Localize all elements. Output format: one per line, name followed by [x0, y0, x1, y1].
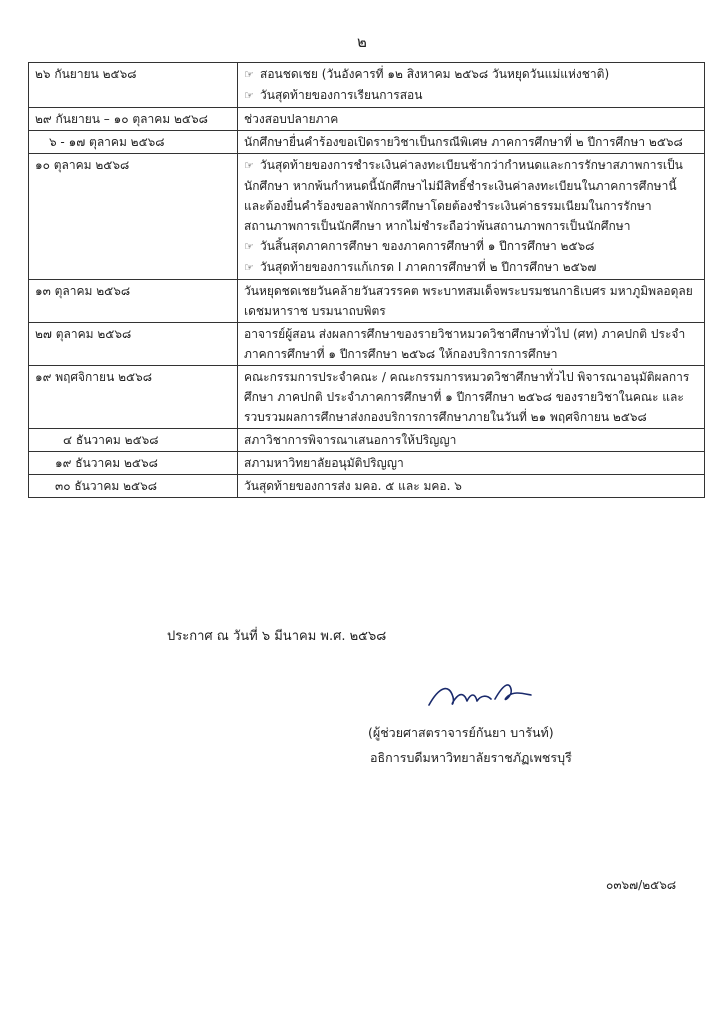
announcement-date: ประกาศ ณ วันที่ ๖ มีนาคม พ.ศ. ๒๕๖๘ — [167, 629, 387, 644]
date-cell: ๑๐ ตุลาคม ๒๕๖๘ — [29, 154, 238, 280]
pointing-hand-icon: ☞ — [244, 89, 254, 102]
table-row — [29, 131, 705, 154]
description-cell: ☞ สอนชดเชย (วันอังคารที่ ๑๒ สิงหาคม ๒๕๖๘ วันหยุดวันแม่แห่งชาติ) ☞ วันสุดท้ายของการเรียนการสอน — [238, 63, 705, 108]
description-cell: วันสุดท้ายของการส่ง มคอ. ๕ และ มคอ. ๖ — [238, 475, 705, 498]
description-cell: ช่วงสอบปลายภาค — [238, 108, 705, 131]
table-row — [29, 280, 705, 323]
table-row — [29, 154, 705, 280]
table-row — [29, 429, 705, 452]
table-row — [29, 323, 705, 366]
date-cell: ๓๐ ธันวาคม ๒๕๖๘ — [29, 475, 238, 498]
pointing-hand-icon: ☞ — [244, 68, 254, 81]
signature — [425, 675, 535, 715]
pointing-hand-icon: ☞ — [244, 240, 254, 253]
description-cell: อาจารย์ผู้สอน ส่งผลการศึกษาของรายวิชาหมวดวิชาศึกษาทั่วไป (ศท) ภาคปกติ ประจำภาคการศึกษาที่ ๑ ปีการศึกษา ๒๕๖๘ ให้กองบริการการศึกษา — [238, 323, 705, 366]
table-row — [29, 475, 705, 498]
description-cell: สภามหาวิทยาลัยอนุมัติปริญญา — [238, 452, 705, 475]
page-number: ๒ — [357, 33, 367, 51]
table-row — [29, 452, 705, 475]
date-cell: ๔ ธันวาคม ๒๕๖๘ — [29, 429, 238, 452]
signer-title: อธิการบดีมหาวิทยาลัยราชภัฏเพชรบุรี — [370, 750, 572, 765]
date-cell: ๒๙ กันยายน – ๑๐ ตุลาคม ๒๕๖๘ — [29, 108, 238, 131]
description-cell: คณะกรรมการประจำคณะ / คณะกรรมการหมวดวิชาศึกษาทั่วไป พิจารณาอนุมัติผลการศึกษา ภาคปกติ ประจำภาคการศึกษาที่ ๑ ปีการศึกษา ๒๕๖๘ ของรายวิชาในคณะ และรวบรวมผลการศึกษาส่งกองบริการการศึกษาภายในวันที่ ๒๑ พฤศจิกายน ๒๕๖๘ — [238, 366, 705, 429]
date-cell: ๑๙ ธันวาคม ๒๕๖๘ — [29, 452, 238, 475]
description-cell: นักศึกษายื่นคำร้องขอเปิดรายวิชาเป็นกรณีพิเศษ ภาคการศึกษาที่ ๒ ปีการศึกษา ๒๕๖๘ — [238, 131, 705, 154]
date-cell: ๒๗ ตุลาคม ๒๕๖๘ — [29, 323, 238, 366]
pointing-hand-icon: ☞ — [244, 261, 254, 274]
date-cell: ๑๙ พฤศจิกายน ๒๕๖๘ — [29, 366, 238, 429]
pointing-hand-icon: ☞ — [244, 159, 254, 172]
date-cell: ๖ - ๑๗ ตุลาคม ๒๕๖๘ — [29, 131, 238, 154]
date-cell: ๒๖ กันยายน ๒๕๖๘ — [29, 63, 238, 108]
description-cell: ☞ วันสุดท้ายของการชำระเงินค่าลงทะเบียนช้ากว่ากำหนดและการรักษาสภาพการเป็นนักศึกษา หากพ้นกำหนดนี้นักศึกษาไม่มีสิทธิ์ชำระเงินค่าลงทะเบียนในภาคการศึกษานี้ และต้องยื่นคำร้องขอลาพักการศึกษาโดยต้องชำระเงินค่าธรรมเนียมในการรักษาสถานภาพการเป็นนักศึกษา หากไม่ชำระถือว่าพ้นสถานภาพการเป็นนักศึกษา ☞ วันสิ้นสุดภาคการศึกษา ของภาคการศึกษาที่ ๑ ปีการศึกษา ๒๕๖๘ ☞ วันสุดท้ายของการแก้เกรด I ภาคการศึกษาที่ ๒ ปีการศึกษา ๒๕๖๗ — [238, 154, 705, 280]
date-cell: ๑๓ ตุลาคม ๒๕๖๘ — [29, 280, 238, 323]
document-code: ๐๓๖๗/๒๕๖๘ — [606, 878, 677, 892]
signer-name: (ผู้ช่วยศาสตราจารย์กันยา บารันท์) — [368, 725, 554, 740]
table-row — [29, 366, 705, 429]
description-cell: วันหยุดชดเชยวันคล้ายวันสวรรคต พระบาทสมเด็จพระบรมชนกาธิเบศร มหาภูมิพลอดุลยเดชมหาราช บรมนาถบพิตร — [238, 280, 705, 323]
table-row — [29, 63, 705, 108]
schedule-table — [28, 62, 705, 498]
description-cell: สภาวิชาการพิจารณาเสนอการให้ปริญญา — [238, 429, 705, 452]
table-row — [29, 108, 705, 131]
